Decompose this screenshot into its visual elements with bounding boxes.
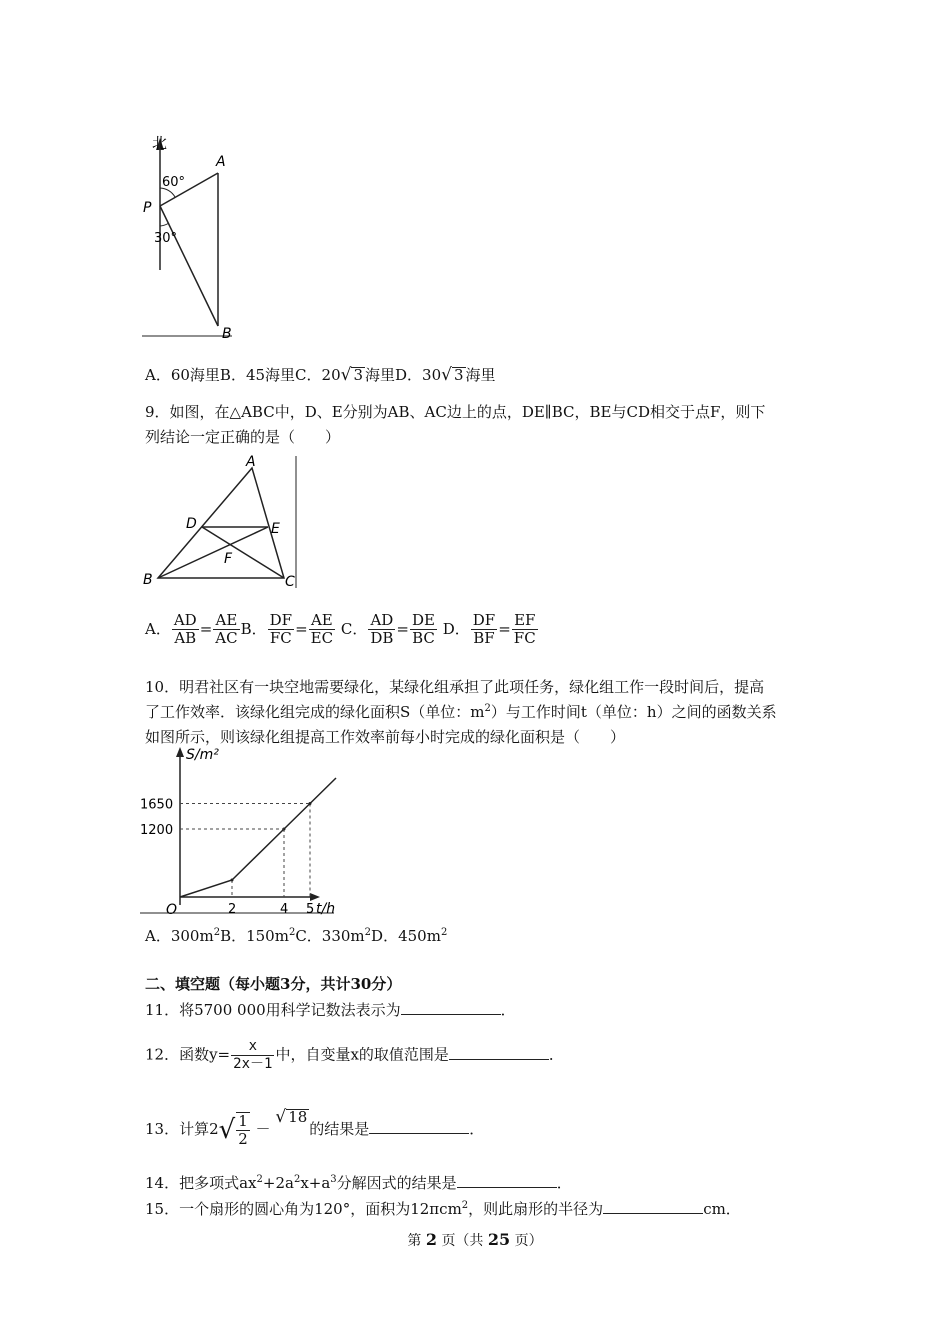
tri-b-label: B bbox=[143, 572, 153, 588]
x-tick-label: 5 bbox=[306, 902, 315, 917]
q9-options bbox=[145, 612, 539, 647]
q14-answer-blank[interactable] bbox=[457, 1173, 557, 1188]
q10-options bbox=[145, 925, 447, 946]
page-total: 25 bbox=[487, 1230, 511, 1249]
q9-option-b: B． $\frac{DF}{FC}$ = $\frac{AE}{EC}$ bbox=[240, 611, 334, 647]
q9-stem-line1: 9．如图，在△ABC中，D、E分别为AB、AC边上的点，DE∥BC，BE与CD相交于点F，则下 bbox=[145, 403, 766, 421]
north-label: 北 bbox=[152, 134, 168, 152]
tri-e-label: E bbox=[271, 521, 280, 537]
y-tick-label: 1200 bbox=[140, 823, 174, 838]
y-axis-arrow bbox=[176, 747, 184, 757]
q10-stem-line2: 了工作效率．该绿化组完成的绿化面积S（单位：$m^2$）与工作时间t（单位：h）之间的函数关系 bbox=[145, 703, 777, 721]
series-line bbox=[180, 778, 336, 897]
q9-stem-line2: 列结论一定正确的是（ ） bbox=[145, 428, 341, 446]
origin-label: O bbox=[166, 902, 178, 918]
q8-figure bbox=[140, 130, 240, 345]
y-axis-label: S/m² bbox=[186, 747, 219, 763]
q8-option-c: C．20√ 3 海里 bbox=[295, 365, 396, 385]
q13: 13．计算2√ $\frac{1}{2}$ － √ 18的结果是 ． bbox=[145, 1107, 485, 1148]
page-number: 2 bbox=[425, 1230, 437, 1249]
tri-c-label: C bbox=[285, 574, 295, 590]
point-a-label: A bbox=[216, 154, 226, 170]
q14: 14．把多项式$ax^2+2a^2x+a^3$分解因式的结果是 ． bbox=[145, 1174, 572, 1192]
q15: 15．一个扇形的圆心角为120°，面积为12πcm$^2$，则此扇形的半径为 cm． bbox=[145, 1200, 741, 1218]
data-point bbox=[231, 879, 234, 882]
q8-option-d: D．30√ 3 海里 bbox=[395, 365, 496, 385]
point-p-label: P bbox=[143, 200, 152, 216]
q10-option-d: D．$450m^2$ bbox=[371, 927, 448, 945]
q10-option-a: A．$300m^2$ bbox=[145, 927, 221, 945]
section2-title: 二、填空题（每小题3分，共计30分） bbox=[145, 975, 402, 993]
q10-stem-line3: 如图所示，则该绿化组提高工作效率前每小时完成的绿化面积是（ ） bbox=[145, 728, 626, 746]
q9-option-c: C． $\frac{AD}{DB}$ = $\frac{DE}{BC}$ bbox=[340, 611, 435, 647]
q15-answer-blank[interactable] bbox=[603, 1199, 703, 1214]
q10-stem-line1: 10．明君社区有一块空地需要绿化，某绿化组承担了此项任务，绿化组工作一段时间后，提高 bbox=[145, 678, 765, 696]
x-axis-arrow bbox=[310, 893, 320, 901]
q10-option-c: C．$330m^2$ bbox=[295, 927, 372, 945]
x-tick-label: 4 bbox=[280, 902, 289, 917]
y-tick-label: 1650 bbox=[140, 797, 174, 813]
page-footer: 第 2 页（共 25 页） bbox=[407, 1230, 543, 1249]
q8-option-b: B．45海里 bbox=[219, 366, 296, 384]
q8-options bbox=[145, 364, 496, 385]
tri-d-label: D bbox=[186, 516, 197, 532]
q8-option-a: A．60海里 bbox=[145, 366, 220, 384]
q9-option-d: D． $\frac{DF}{BF}$ = $\frac{EF}{FC}$ bbox=[442, 611, 536, 647]
angle-30-label: 30° bbox=[154, 231, 178, 246]
point-b-label: B bbox=[222, 326, 232, 342]
q9-option-a: A． $\frac{AD}{AB}$ = $\frac{AE}{AC}$ bbox=[145, 611, 238, 647]
q9-figure bbox=[140, 452, 300, 590]
q10-chart bbox=[138, 745, 343, 920]
x-axis-label: t/h bbox=[316, 901, 336, 917]
q12-answer-blank[interactable] bbox=[449, 1045, 549, 1060]
q13-answer-blank[interactable] bbox=[369, 1119, 469, 1134]
q11: 11．将5700 000用科学记数法表示为 ． bbox=[145, 1001, 516, 1019]
tri-a-label: A bbox=[246, 454, 256, 470]
q12: 12．函数y= $\frac{x}{2x-1}$ 中，自变量x的取值范围是 ． bbox=[145, 1038, 564, 1072]
angle-60-label: 60° bbox=[162, 175, 186, 190]
tri-f-label: F bbox=[224, 551, 233, 567]
q11-answer-blank[interactable] bbox=[401, 1000, 501, 1015]
q10-option-b: B．$150m^2$ bbox=[220, 927, 296, 945]
x-tick-label: 2 bbox=[228, 902, 237, 917]
